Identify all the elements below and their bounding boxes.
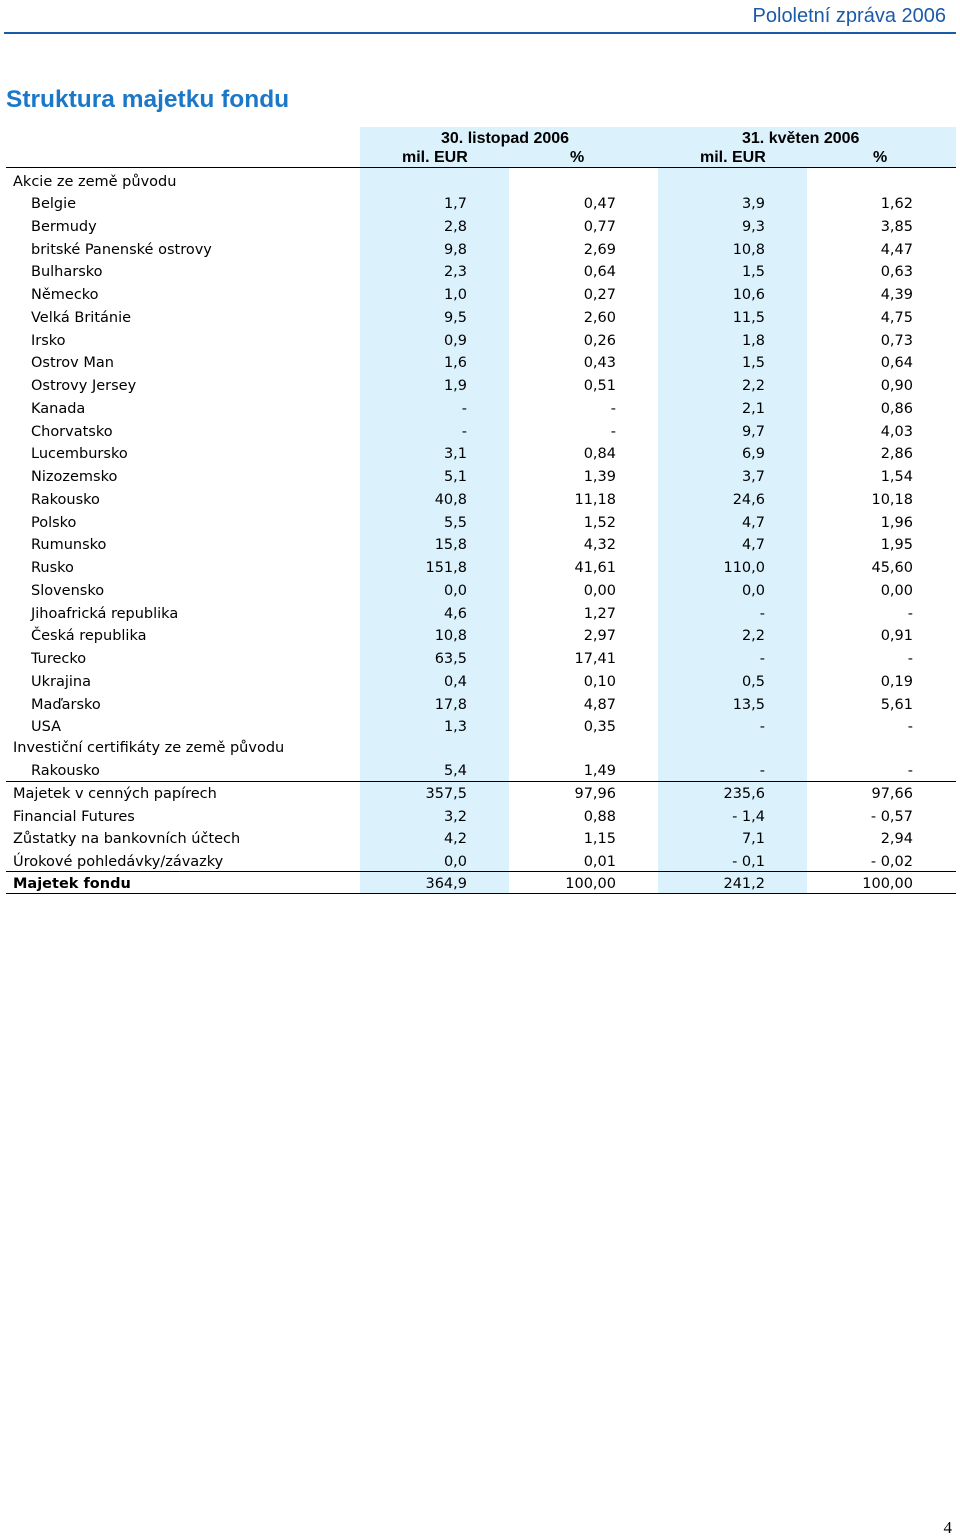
percent-nov-2006: 97,96 [574, 786, 616, 802]
amount-nov-2006: 1,0 [443, 287, 467, 303]
row-label: Kanada [31, 400, 86, 417]
row-label: Majetek v cenných papírech [13, 786, 217, 802]
percent-may-2006: 0,19 [880, 673, 913, 690]
amount-nov-2006: 4,6 [443, 605, 467, 622]
table-row [6, 466, 956, 488]
amount-nov-2006: 1,6 [443, 355, 467, 372]
amount-nov-2006: - [461, 423, 467, 440]
amount-may-2006: 9,3 [741, 218, 765, 235]
row-label: Belgie [31, 196, 77, 212]
percent-may-2006: 0,91 [880, 628, 913, 645]
percent-nov-2006: 41,61 [574, 560, 616, 576]
amount-nov-2006: 1,7 [443, 196, 467, 212]
amount-nov-2006: 0,9 [443, 332, 467, 349]
total-row [6, 873, 956, 895]
amount-may-2006: - [759, 651, 765, 667]
row-label: Ostrov Man [31, 355, 114, 372]
percent-may-2006: 1,96 [880, 514, 913, 531]
table-row [6, 284, 956, 306]
percent-may-2006: 0,63 [880, 264, 913, 281]
period2-date-heading: 31. květen 2006 [742, 130, 860, 147]
percent-may-2006: - [907, 719, 913, 736]
amount-may-2006: 10,6 [732, 287, 765, 303]
percent-may-2006: 2,86 [880, 446, 913, 463]
percent-nov-2006: 4,87 [583, 696, 616, 713]
percent-nov-2006: 2,60 [583, 309, 616, 326]
amount-may-2006: 1,5 [741, 264, 765, 281]
percent-may-2006: 4,47 [880, 241, 913, 258]
amount-may-2006: 2,2 [741, 628, 765, 645]
percent-nov-2006: 0,47 [583, 196, 616, 212]
amount-nov-2006: 2,8 [443, 218, 467, 235]
row-label: Zůstatky na bankovních účtech [13, 831, 241, 847]
row-label: Jihoafrická republika [31, 605, 179, 622]
group-heading-certificates [6, 737, 956, 759]
percent-may-2006: 45,60 [871, 560, 913, 576]
percent-nov-2006: 17,41 [574, 651, 616, 667]
table-row [6, 806, 956, 828]
amount-nov-2006: 0,4 [443, 673, 467, 690]
group-heading-shares [6, 171, 956, 193]
table-row [6, 648, 956, 670]
row-label: Ostrovy Jersey [31, 378, 137, 394]
table-row [6, 330, 956, 352]
header-rule [4, 32, 956, 34]
table-row [6, 783, 956, 805]
percent-nov-2006: 11,18 [574, 491, 616, 508]
page-number: 4 [943, 1518, 952, 1537]
amount-may-2006: 7,1 [741, 831, 765, 847]
period1-date-heading: 30. listopad 2006 [441, 130, 570, 147]
amount-may-2006: - 1,4 [732, 808, 765, 825]
table-row [6, 716, 956, 738]
table-row [6, 307, 956, 329]
table-row [6, 512, 956, 534]
percent-may-2006: 1,95 [880, 537, 913, 554]
percent-nov-2006: 0,00 [583, 582, 616, 599]
row-label: Chorvatsko [31, 423, 113, 440]
percent-may-2006: 0,64 [880, 355, 913, 372]
row-label: Lucembursko [31, 446, 128, 463]
amount-may-2006: 4,7 [741, 537, 765, 554]
row-label: Turecko [31, 651, 87, 667]
row-label: Irsko [31, 332, 66, 349]
amount-nov-2006: 364,9 [425, 876, 467, 892]
amount-nov-2006: 1,3 [443, 719, 467, 736]
table-row [6, 216, 956, 238]
percent-may-2006: 10,18 [871, 491, 913, 508]
percent-nov-2006: 1,49 [583, 763, 616, 779]
row-label: Rakousko [31, 763, 100, 779]
period2-amount-heading: mil. EUR [700, 149, 766, 166]
amount-may-2006: 241,2 [723, 876, 765, 892]
group-heading-label: Investiční certifikáty ze země původu [13, 740, 285, 756]
amount-nov-2006: 9,5 [443, 309, 467, 326]
percent-nov-2006: 1,39 [583, 469, 616, 485]
amount-nov-2006: 5,5 [443, 514, 467, 531]
row-label: Velká Británie [31, 309, 132, 326]
percent-nov-2006: 1,27 [583, 605, 616, 622]
percent-nov-2006: - [610, 423, 616, 440]
table-row [6, 421, 956, 443]
table-row [6, 534, 956, 556]
percent-nov-2006: 1,52 [583, 514, 616, 531]
table-row [6, 603, 956, 625]
amount-may-2006: - [759, 605, 765, 622]
amount-nov-2006: 5,1 [443, 469, 467, 485]
percent-may-2006: 0,73 [880, 332, 913, 349]
amount-nov-2006: 1,9 [443, 378, 467, 394]
amount-may-2006: - [759, 763, 765, 779]
amount-may-2006: 4,7 [741, 514, 765, 531]
period1-amount-heading: mil. EUR [402, 149, 468, 166]
report-header-title: Pololetní zpráva 2006 [752, 5, 946, 27]
percent-nov-2006: 0,26 [583, 332, 616, 349]
amount-nov-2006: - [461, 400, 467, 417]
section-title: Struktura majetku fondu [6, 86, 290, 113]
amount-nov-2006: 63,5 [434, 651, 467, 667]
table-row [6, 851, 956, 873]
table-row [6, 625, 956, 647]
amount-nov-2006: 151,8 [425, 560, 467, 576]
percent-may-2006: 100,00 [862, 876, 913, 892]
percent-may-2006: - [907, 605, 913, 622]
amount-may-2006: 2,2 [741, 378, 765, 394]
percent-nov-2006: 2,97 [583, 628, 616, 645]
row-label: Rakousko [31, 491, 100, 508]
amount-nov-2006: 15,8 [434, 537, 467, 554]
table-row [6, 671, 956, 693]
header-rule-bottom [6, 167, 956, 168]
table-divider [6, 781, 956, 782]
amount-nov-2006: 9,8 [443, 241, 467, 258]
table-row [6, 443, 956, 465]
amount-nov-2006: 17,8 [434, 696, 467, 713]
period1-percent-heading: % [570, 149, 585, 166]
amount-may-2006: 1,8 [741, 332, 765, 349]
row-label: Ukrajina [31, 673, 91, 690]
percent-nov-2006: 0,51 [583, 378, 616, 394]
row-label: Bermudy [31, 218, 97, 235]
row-label: Polsko [31, 514, 77, 531]
amount-nov-2006: 357,5 [425, 786, 467, 802]
percent-may-2006: 4,03 [880, 423, 913, 440]
table-row [6, 375, 956, 397]
amount-may-2006: 235,6 [723, 786, 765, 802]
table-row [6, 580, 956, 602]
amount-nov-2006: 3,1 [443, 446, 467, 463]
amount-may-2006: 3,9 [741, 196, 765, 212]
amount-may-2006: 13,5 [732, 696, 765, 713]
table-row [6, 261, 956, 283]
group-heading-label: Akcie ze země původu [13, 174, 177, 190]
row-label: Česká republika [31, 628, 147, 645]
row-label: Německo [31, 287, 99, 303]
amount-nov-2006: 0,0 [443, 582, 467, 599]
amount-nov-2006: 2,3 [443, 264, 467, 281]
table-row [6, 352, 956, 374]
table-row [6, 760, 956, 782]
percent-nov-2006: 0,64 [583, 264, 616, 281]
amount-may-2006: 110,0 [723, 560, 765, 576]
row-label: Úrokové pohledávky/závazky [13, 853, 224, 870]
table-row [6, 398, 956, 420]
percent-may-2006: 0,86 [880, 400, 913, 417]
amount-may-2006: 24,6 [732, 491, 765, 508]
percent-may-2006: 5,61 [880, 696, 913, 713]
amount-nov-2006: 0,0 [443, 853, 467, 870]
percent-nov-2006: 0,88 [583, 808, 616, 825]
amount-may-2006: 9,7 [741, 423, 765, 440]
percent-may-2006: 97,66 [871, 786, 913, 802]
amount-nov-2006: 10,8 [434, 628, 467, 645]
percent-nov-2006: 0,27 [583, 287, 616, 303]
total-divider [6, 871, 956, 872]
percent-nov-2006: 0,43 [583, 355, 616, 372]
amount-may-2006: 0,0 [741, 582, 765, 599]
row-label: Nizozemsko [31, 469, 118, 485]
percent-may-2006: - [907, 651, 913, 667]
row-label: Rusko [31, 560, 74, 576]
row-label: Bulharsko [31, 264, 103, 281]
table-row [6, 489, 956, 511]
row-label: Maďarsko [31, 696, 101, 713]
percent-may-2006: 0,00 [880, 582, 913, 599]
amount-may-2006: - [759, 719, 765, 736]
percent-may-2006: - [907, 763, 913, 779]
percent-nov-2006: 0,10 [583, 673, 616, 690]
amount-may-2006: - 0,1 [732, 853, 765, 870]
percent-nov-2006: - [610, 400, 616, 417]
table-row [6, 193, 956, 215]
percent-nov-2006: 0,35 [583, 719, 616, 736]
percent-may-2006: - 0,02 [870, 853, 913, 870]
amount-may-2006: 3,7 [741, 469, 765, 485]
percent-nov-2006: 1,15 [583, 831, 616, 847]
amount-may-2006: 10,8 [732, 241, 765, 258]
table-row [6, 694, 956, 716]
percent-may-2006: 1,62 [880, 196, 913, 212]
amount-nov-2006: 40,8 [434, 491, 467, 508]
amount-may-2006: 0,5 [741, 673, 765, 690]
percent-nov-2006: 2,69 [583, 241, 616, 258]
amount-nov-2006: 3,2 [443, 808, 467, 825]
percent-nov-2006: 0,77 [583, 218, 616, 235]
row-label: Financial Futures [13, 808, 135, 825]
percent-may-2006: 0,90 [880, 378, 913, 394]
percent-may-2006: 4,75 [880, 309, 913, 326]
amount-nov-2006: 5,4 [443, 763, 467, 779]
amount-may-2006: 1,5 [741, 355, 765, 372]
row-label: britské Panenské ostrovy [31, 241, 212, 258]
row-label: Majetek fondu [13, 876, 131, 892]
row-label: Slovensko [31, 582, 105, 599]
percent-may-2006: 3,85 [880, 218, 913, 235]
table-row [6, 828, 956, 850]
amount-may-2006: 11,5 [732, 309, 765, 326]
percent-nov-2006: 4,32 [583, 537, 616, 554]
period2-percent-heading: % [873, 149, 888, 166]
percent-may-2006: 2,94 [880, 831, 913, 847]
amount-nov-2006: 4,2 [443, 831, 467, 847]
percent-nov-2006: 0,01 [583, 853, 616, 870]
percent-may-2006: - 0,57 [870, 808, 913, 825]
table-bottom-rule [6, 893, 956, 894]
table-row [6, 239, 956, 261]
percent-may-2006: 1,54 [880, 469, 913, 485]
percent-nov-2006: 100,00 [565, 876, 616, 892]
row-label: Rumunsko [31, 537, 107, 554]
row-label: USA [31, 719, 62, 736]
percent-nov-2006: 0,84 [583, 446, 616, 463]
amount-may-2006: 6,9 [741, 446, 765, 463]
amount-may-2006: 2,1 [741, 400, 765, 417]
percent-may-2006: 4,39 [880, 287, 913, 303]
table-row [6, 557, 956, 579]
